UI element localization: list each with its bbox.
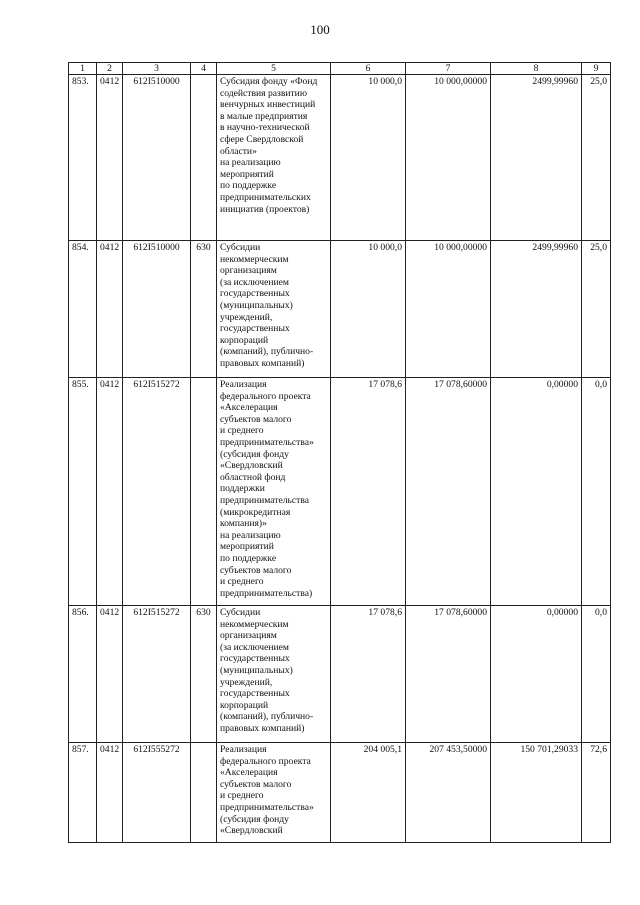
amount-approved: 207 453,50000: [406, 743, 491, 843]
target-code: 612I515272: [123, 378, 191, 606]
table-row: [69, 378, 611, 606]
column-header: 9: [582, 63, 611, 75]
column-header: 5: [217, 63, 331, 75]
target-code: 612I555272: [123, 743, 191, 843]
description: Реализация федерального проекта «Акселерация субъектов малого и среднего предпринимательства» (субсидия фонду «Свердловский: [217, 743, 331, 843]
column-header: 6: [331, 63, 406, 75]
amount-planned: 17 078,6: [331, 378, 406, 606]
amount-planned: 17 078,6: [331, 606, 406, 743]
row-number: 854.: [69, 241, 97, 378]
column-header: 7: [406, 63, 491, 75]
table-row: [69, 743, 611, 843]
amount-executed: 0,00000: [491, 606, 582, 743]
table-row: [69, 241, 611, 378]
amount-planned: 10 000,0: [331, 241, 406, 378]
percent-executed: 0,0: [582, 378, 611, 606]
description: Реализация федерального проекта «Акселерация субъектов малого и среднего предпринимательства» (субсидия фонду «Свердловский областной фонд поддержки предпринимательства (микрокредитная компания)» на реализацию мероприятий по поддержке субъектов малого и среднего предпринимательства): [217, 378, 331, 606]
table-row: [69, 75, 611, 241]
description: Субсидии некоммерческим организациям (за исключением государственных (муниципальных) учреждений, государственных корпораций (компаний), публично- правовых компаний): [217, 241, 331, 378]
percent-executed: 72,6: [582, 743, 611, 843]
description: Субсидии некоммерческим организациям (за исключением государственных (муниципальных) учреждений, государственных корпораций (компаний), публично- правовых компаний): [217, 606, 331, 743]
column-header: 2: [97, 63, 123, 75]
header-row: [69, 63, 611, 75]
expense-type: [191, 743, 217, 843]
amount-executed: 0,00000: [491, 378, 582, 606]
amount-executed: 150 701,29033: [491, 743, 582, 843]
amount-executed: 2499,99960: [491, 241, 582, 378]
section-code: 0412: [97, 378, 123, 606]
column-header: 4: [191, 63, 217, 75]
row-number: 855.: [69, 378, 97, 606]
row-number: 856.: [69, 606, 97, 743]
percent-executed: 0,0: [582, 606, 611, 743]
target-code: 612I515272: [123, 606, 191, 743]
amount-approved: 17 078,60000: [406, 606, 491, 743]
amount-approved: 10 000,00000: [406, 241, 491, 378]
amount-approved: 17 078,60000: [406, 378, 491, 606]
expense-type: [191, 75, 217, 241]
section-code: 0412: [97, 241, 123, 378]
row-number: 857.: [69, 743, 97, 843]
column-header: 1: [69, 63, 97, 75]
row-number: 853.: [69, 75, 97, 241]
section-code: 0412: [97, 743, 123, 843]
target-code: 612I510000: [123, 75, 191, 241]
expense-type: [191, 378, 217, 606]
amount-executed: 2499,99960: [491, 75, 582, 241]
amount-planned: 204 005,1: [331, 743, 406, 843]
column-header: 8: [491, 63, 582, 75]
target-code: 612I510000: [123, 241, 191, 378]
section-code: 0412: [97, 606, 123, 743]
description: Субсидия фонду «Фонд содействия развитию венчурных инвестиций в малые предприятия в научно-технической сфере Свердловской области» на реализацию мероприятий по поддержке предпринимательских инициатив (проектов): [217, 75, 331, 241]
expense-type: 630: [191, 241, 217, 378]
section-code: 0412: [97, 75, 123, 241]
table-row: [69, 606, 611, 743]
amount-approved: 10 000,00000: [406, 75, 491, 241]
amount-planned: 10 000,0: [331, 75, 406, 241]
percent-executed: 25,0: [582, 75, 611, 241]
budget-table: [68, 62, 611, 843]
percent-executed: 25,0: [582, 241, 611, 378]
column-header: 3: [123, 63, 191, 75]
page-number: 100: [310, 22, 330, 37]
expense-type: 630: [191, 606, 217, 743]
